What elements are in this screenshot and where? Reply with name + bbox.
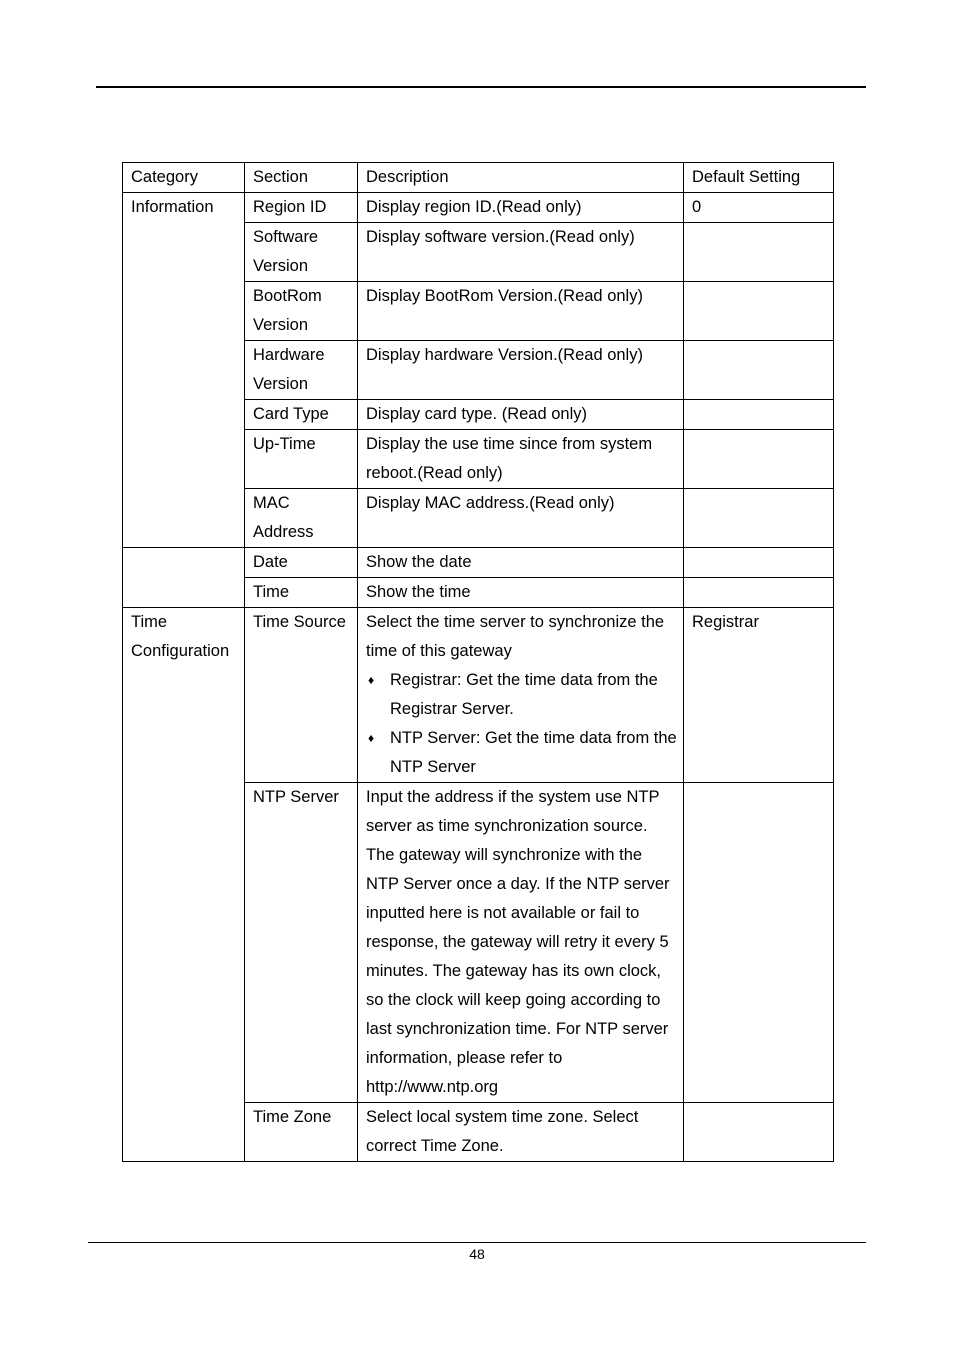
default-cell: [684, 548, 834, 578]
default-cell: [684, 578, 834, 608]
bullet-text: NTP Server: Get the time data from the NTP Server: [390, 729, 677, 776]
list-item: [366, 666, 679, 724]
section-cell: Card Type: [245, 400, 358, 430]
section-cell: Software Version: [245, 223, 358, 282]
description-cell: Select local system time zone. Select correct Time Zone.: [358, 1103, 684, 1162]
category-cell: Time Configuration: [123, 608, 245, 1162]
default-cell: [684, 489, 834, 548]
description-cell: Display MAC address.(Read only): [358, 489, 684, 548]
footer-rule: [88, 1242, 866, 1243]
category-cell: Information: [123, 193, 245, 548]
default-cell: [684, 341, 834, 400]
header-category: Category: [123, 163, 245, 193]
table-header-row: [123, 163, 834, 193]
time-source-options: [366, 666, 679, 782]
description-cell: Display BootRom Version.(Read only): [358, 282, 684, 341]
bullet-text: Registrar: Get the time data from the Registrar Server.: [390, 671, 658, 718]
table-row: [123, 193, 834, 223]
description-cell: Display hardware Version.(Read only): [358, 341, 684, 400]
header-description: Description: [358, 163, 684, 193]
page-number: 48: [469, 1246, 485, 1262]
description-cell: Display card type. (Read only): [358, 400, 684, 430]
section-cell: MAC Address: [245, 489, 358, 548]
diamond-bullet-icon: ♦: [368, 673, 375, 687]
section-cell: Time Source: [245, 608, 358, 783]
section-cell: Hardware Version: [245, 341, 358, 400]
description-cell: [358, 608, 684, 783]
section-cell: Region ID: [245, 193, 358, 223]
default-cell: [684, 400, 834, 430]
default-cell: [684, 783, 834, 1103]
table-row: [123, 548, 834, 578]
default-cell: [684, 223, 834, 282]
table-row: [123, 608, 834, 783]
default-cell: 0: [684, 193, 834, 223]
default-cell: [684, 430, 834, 489]
description-cell: Show the date: [358, 548, 684, 578]
category-cell: [123, 548, 245, 608]
description-cell: Show the time: [358, 578, 684, 608]
description-cell: Input the address if the system use NTP server as time synchronization source. The gateway will synchronize with the NTP Server once a day. If the NTP server inputted here is not available or fail to response, the gateway will retry it every 5 minutes. The gateway has its own clock, so the clock will keep going according to last synchronization time. For NTP server information, please refer to http://www.ntp.org: [358, 783, 684, 1103]
description-cell: Display region ID.(Read only): [358, 193, 684, 223]
header-rule: [96, 86, 866, 88]
list-item: [366, 724, 679, 782]
default-cell: [684, 1103, 834, 1162]
section-cell: NTP Server: [245, 783, 358, 1103]
section-cell: Up-Time: [245, 430, 358, 489]
description-cell: Display software version.(Read only): [358, 223, 684, 282]
header-default-setting: Default Setting: [684, 163, 834, 193]
section-cell: Time Zone: [245, 1103, 358, 1162]
section-cell: BootRom Version: [245, 282, 358, 341]
default-cell: Registrar: [684, 608, 834, 783]
diamond-bullet-icon: ♦: [368, 731, 375, 745]
section-cell: Time: [245, 578, 358, 608]
settings-table: [122, 162, 834, 1162]
description-cell: Display the use time since from system reboot.(Read only): [358, 430, 684, 489]
default-cell: [684, 282, 834, 341]
section-cell: Date: [245, 548, 358, 578]
header-section: Section: [245, 163, 358, 193]
time-source-description: Select the time server to synchronize the time of this gateway: [366, 613, 665, 660]
